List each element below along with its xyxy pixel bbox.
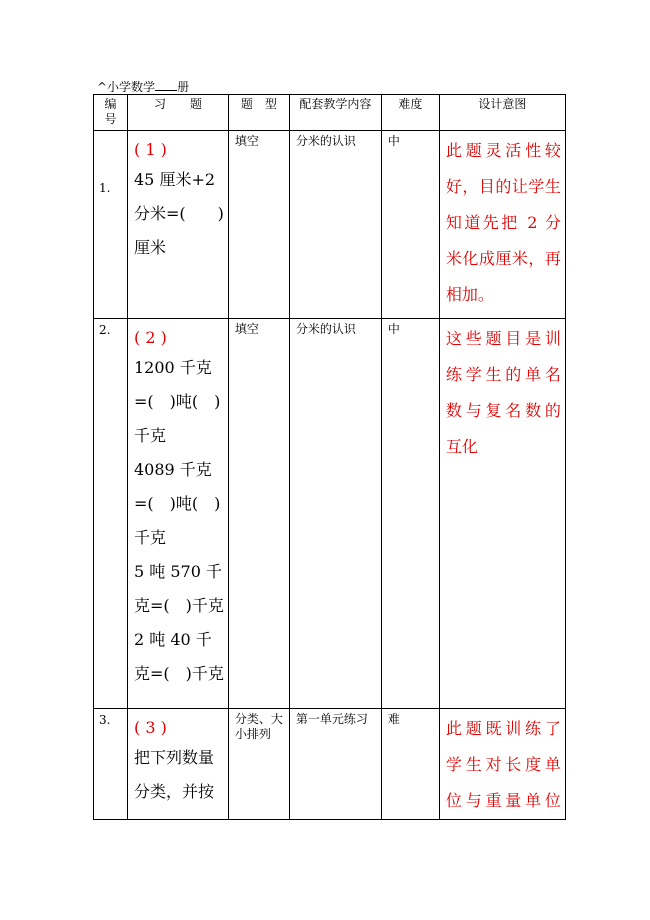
- col-header-content: 配套教学内容: [289, 95, 381, 131]
- col-header-difficulty: 难度: [381, 95, 439, 131]
- intent-line: 此题既训练了: [445, 719, 561, 738]
- exercise-cell: [128, 319, 229, 709]
- intent-line: 知道先把 2 分: [445, 213, 561, 232]
- exercise-line: 克=( )千克: [134, 664, 224, 683]
- exercise-line: 把下列数量: [134, 748, 215, 767]
- intent-cell: [439, 131, 565, 319]
- exercise-number: ( 1 ): [134, 140, 167, 159]
- header-blank: [155, 79, 177, 91]
- intent-line: 米化成厘米，再: [445, 249, 561, 268]
- difficulty-cell: 难: [381, 709, 439, 820]
- exercise-line: 4089 千克: [134, 460, 212, 479]
- exercise-line: =( )吨( ): [134, 494, 221, 513]
- row-number: 3.: [94, 709, 128, 820]
- intent-cell: [439, 709, 565, 820]
- exercise-line: 千克: [134, 528, 167, 547]
- difficulty-cell: 中: [381, 131, 439, 319]
- exercise-line: 厘米: [134, 238, 167, 257]
- exercise-table: [93, 94, 566, 820]
- type-cell: 填空: [228, 131, 289, 319]
- exercise-line: 克=( )千克: [134, 596, 224, 615]
- col-header-exercise: 习 题: [128, 95, 229, 131]
- table-row: [94, 319, 566, 709]
- intent-line: 这些题目是训: [445, 329, 561, 348]
- exercise-line: 千克: [134, 426, 167, 445]
- exercise-line: 2 吨 40 千: [134, 630, 212, 649]
- type-cell: 分类、大小排列: [228, 709, 289, 820]
- table-row: [94, 709, 566, 820]
- exercise-line: 分米=( ): [134, 204, 224, 223]
- intent-line: 好，目的让学生: [445, 177, 561, 196]
- intent-line: 相加。: [445, 285, 494, 304]
- intent-line: 位与重量单位: [445, 791, 561, 810]
- exercise-line: 1200 千克: [134, 358, 212, 377]
- exercise-line: =( )吨( ): [134, 392, 221, 411]
- exercise-line: 45 厘米+2: [134, 170, 216, 189]
- exercise-cell: [128, 709, 229, 820]
- intent-line: 此题灵活性较: [445, 141, 561, 160]
- content-cell: 第一单元练习: [289, 709, 381, 820]
- intent-line: 学生对长度单: [445, 755, 561, 774]
- intent-cell: [439, 319, 565, 709]
- row-number: 2.: [94, 319, 128, 709]
- col-header-no: 编号: [94, 95, 128, 131]
- exercise-line: 5 吨 570 千: [134, 562, 222, 581]
- intent-line: 练学生的单名: [445, 365, 561, 384]
- exercise-cell: [128, 131, 229, 319]
- col-header-type: 题 型: [228, 95, 289, 131]
- intent-line: 数与复名数的: [445, 401, 561, 420]
- content-cell: 分米的认识: [289, 319, 381, 709]
- intent-line: 互化: [445, 437, 478, 456]
- table-header-row: [94, 95, 566, 131]
- exercise-number: ( 3 ): [134, 718, 167, 737]
- header-prefix: ^小学数学: [97, 80, 156, 94]
- exercise-line: 分类，并按: [134, 782, 215, 801]
- type-cell: 填空: [228, 319, 289, 709]
- exercise-number: ( 2 ): [134, 328, 167, 347]
- col-header-intent: 设计意图: [439, 95, 565, 131]
- row-number: 1.: [94, 131, 128, 319]
- difficulty-cell: 中: [381, 319, 439, 709]
- header-suffix: 册: [177, 80, 190, 94]
- content-cell: 分米的认识: [289, 131, 381, 319]
- page-header: [97, 79, 189, 94]
- table-row: [94, 131, 566, 319]
